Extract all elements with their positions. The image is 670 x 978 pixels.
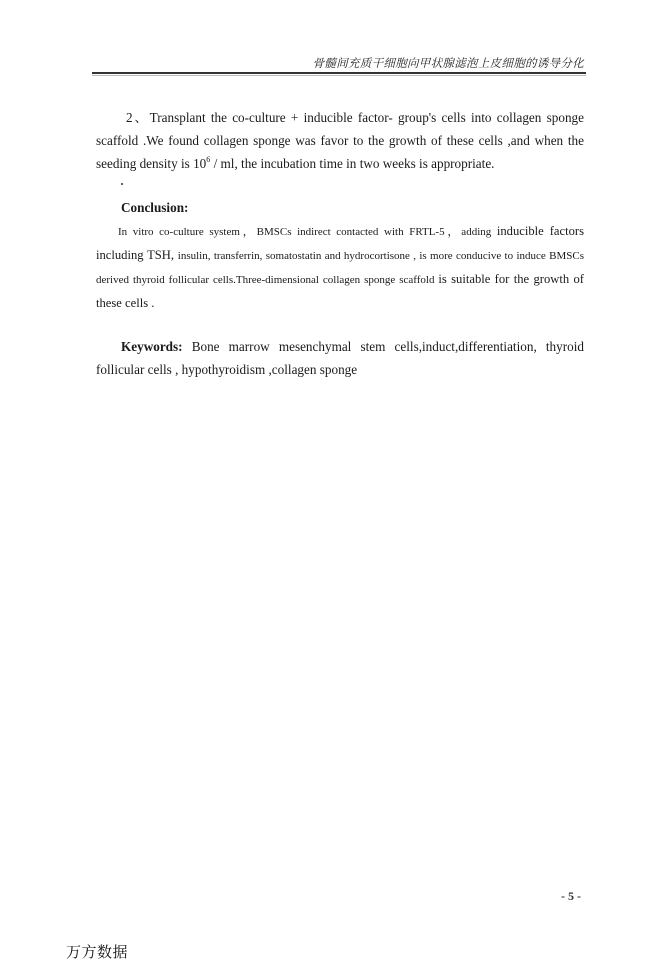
running-header-title: 骨髓间充质干细胞向甲状腺滤泡上皮细胞的诱导分化	[312, 56, 584, 70]
conclusion-text-normal-1: inducible factors including TSH,	[96, 224, 584, 262]
result-paragraph-2	[96, 106, 584, 175]
conclusion-text-normal-2: is suitable for the growth of these cells .	[96, 272, 584, 310]
header-rule	[92, 72, 586, 74]
keywords-label: Keywords:	[121, 339, 183, 354]
page-number: - 5 -	[561, 889, 581, 903]
conclusion-paragraph	[96, 220, 584, 315]
watermark-logo-text: 万方数据	[66, 943, 129, 961]
conclusion-text-small-2: insulin, transferrin, somatostatin and hydrocortisone , is more conducive to induce BMSCs derived thyroid follicular cells.Three-dimensional collagen sponge scaffold	[96, 250, 584, 286]
result-text-after-sup: / ml, the incubation time in two weeks is appropriate.	[210, 156, 495, 171]
header-rule-thin	[92, 75, 586, 76]
keywords-text: Bone marrow mesenchymal stem cells,induct,differentiation, thyroid follicular cells , hypothyroidism ,collagen sponge	[96, 339, 584, 377]
superscript-exponent: 6	[206, 155, 211, 164]
result-text-before-sup: 2、Transplant the co-culture + inducible factor- group's cells into collagen sponge scaffold .We found collagen sponge was favor to the growth of these cells ,and when the seeding density is 10	[96, 110, 584, 171]
conclusion-text-small-1: In vitro co-culture system，BMSCs indirect contacted with FRTL-5，adding	[118, 226, 497, 238]
keywords-paragraph	[96, 335, 584, 381]
stray-dot	[121, 183, 123, 185]
conclusion-heading: Conclusion:	[121, 200, 189, 215]
